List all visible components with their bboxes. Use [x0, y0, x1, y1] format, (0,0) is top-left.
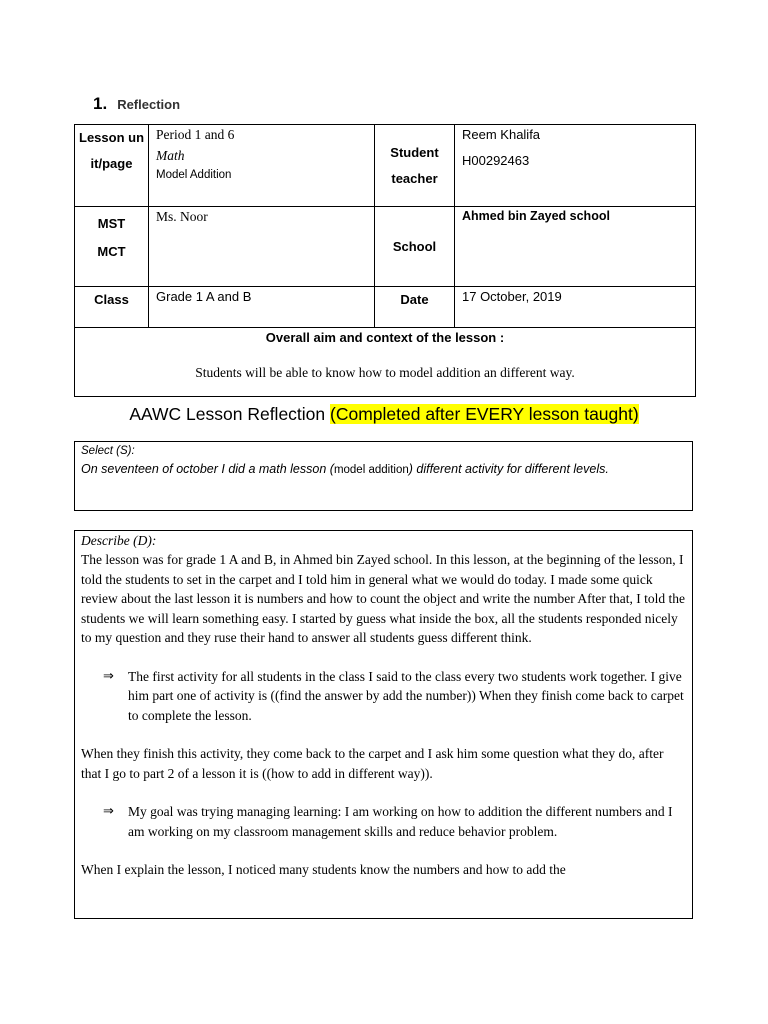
reflection-title-main: AAWC Lesson Reflection	[129, 404, 330, 424]
describe-paragraph-2: When they finish this activity, they come back to the carpet and I ask him some question what they do, after that I go to part 2 of a lesson it is ((how to add in different way)).	[81, 746, 664, 781]
select-text-part1: On seventeen of october I did a math lesson (	[81, 462, 334, 476]
describe-paragraph-3: When I explain the lesson, I noticed many students know the numbers and how to add the	[81, 862, 566, 877]
mst-mct-label	[75, 207, 149, 287]
lesson-label	[75, 125, 149, 207]
mst-value: Ms. Noor	[149, 207, 375, 287]
table-row	[75, 328, 696, 397]
describe-box	[74, 530, 693, 919]
bullet-text-2: My goal was trying managing learning: I am working on how to addition the different numbers and I am working on my classroom management skills and reduce behavior problem.	[128, 804, 673, 839]
select-box	[74, 441, 693, 511]
mct-label: MCT	[97, 244, 126, 259]
lesson-period: Period 1 and 6	[156, 127, 235, 142]
table-row	[75, 125, 696, 207]
select-text	[81, 462, 686, 476]
arrow-icon: ⇒	[103, 668, 114, 684]
select-label: Select (S):	[81, 445, 135, 457]
school-label: School	[375, 207, 455, 287]
table-row	[75, 287, 696, 328]
date-value: 17 October, 2019	[455, 287, 696, 328]
class-value: Grade 1 A and B	[149, 287, 375, 328]
student-teacher-value	[455, 125, 696, 207]
lesson-info-table	[74, 124, 696, 397]
section-number: 1.	[93, 94, 108, 113]
class-label: Class	[75, 287, 149, 328]
aim-text: Students will be able to know how to model addition an different way.	[195, 365, 575, 380]
student-teacher-label-text: Student teacher	[390, 144, 439, 186]
describe-paragraph-1: The lesson was for grade 1 A and B, in Ahmed bin Zayed school. In this lesson, at the beginning of the lesson, I told the students to set in the carpet and I told him in general what we would do today. I made some quick review about the last lesson it is numbers and how to count the object and write the number After that, I told the students we will learn something easy. I started by guess what inside the box, all the students responded nicely to my question and they ruse their hand to answer all students guess different think.	[81, 552, 685, 645]
student-teacher-label	[375, 125, 455, 207]
aim-cell	[75, 328, 696, 397]
lesson-subject: Math	[156, 148, 185, 163]
reflection-title-highlight: (Completed after EVERY lesson taught)	[330, 404, 639, 424]
aim-title: Overall aim and context of the lesson :	[265, 330, 505, 345]
lesson-label-text: Lesson unit/page	[79, 130, 145, 171]
lesson-value	[149, 125, 375, 207]
select-text-part2: model addition	[333, 464, 409, 476]
arrow-icon: ⇒	[103, 804, 114, 819]
table-row	[75, 207, 696, 287]
lesson-topic: Model Addition	[156, 169, 232, 181]
student-teacher-name: Reem Khalifa	[462, 127, 541, 142]
reflection-title	[0, 404, 768, 425]
bullet-text-1: The first activity for all students in the class I said to the class every two students work together. I give him part one of activity is ((find the answer by add the number)) When they finish come back to carpet to complete the lesson.	[128, 668, 684, 723]
section-title: Reflection	[117, 97, 181, 112]
list-item	[103, 802, 686, 841]
school-value: Ahmed bin Zayed school	[455, 207, 696, 287]
section-heading	[93, 94, 180, 114]
student-teacher-id: H00292463	[462, 153, 530, 168]
select-text-part3: ) different activity for different levels.	[408, 462, 609, 476]
mst-label: MST	[97, 216, 126, 231]
date-label: Date	[375, 287, 455, 328]
list-item	[103, 667, 686, 726]
describe-label: Describe (D):	[81, 533, 157, 548]
